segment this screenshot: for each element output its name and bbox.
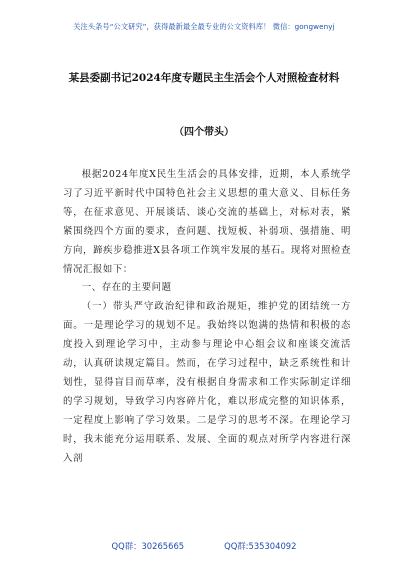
intro-paragraph: 根据2024年度X民生生活会的具体安排，近期，本人系统学习了习近平新时代中国特色社会主义思想的重大意义、目标任务等，在征求意见、开展谈话、谈心交流的基础上，对标对表，紧紧围绕四个方面的要求，查问题、找短板、补弱项、强措施、明方向，蹄疾步稳推进X县各项工作筑牢发展的基石。现将对照检查情况汇报如下： [63,169,351,275]
promo-banner: 关注头条号“公文研究”，获得最新最全最专业的公文资料库！ 微信：gongwenyj [73,22,335,31]
document-title: 某县委副书记2024年度专题民主生活会个人对照检查材料 [68,72,340,84]
document-body [63,166,351,469]
footer-qq-group-1: QQ群：30265665 [111,541,185,551]
section-heading: 一、存在的主要问题 [81,282,172,294]
footer-qq-group-2: QQ群:535304092 [224,541,297,551]
footer-contacts [0,540,408,552]
body-paragraph: （一）带头严守政治纪律和政治规矩，维护党的团结统一方面。一是理论学习的规划不足。我始终以饱满的热情和积极的态度投入到理论学习中，主动参与理论中心组会议和座谈交流活动，认真研读规定篇目。然而，在学习过程中，缺乏系统性和计划性，显得盲目而草率，没有根据自身需求和工作实际制定详细的学习规划，导致学习内容碎片化，难以形成完整的知识体系，一定程度上影响了学习效果。二是学习的思考不深。在理论学习时，我未能充分运用联系、发展、全面的观点对所学内容进行深入剖 [63,301,351,464]
document-subtitle: （四个带头） [174,127,234,138]
